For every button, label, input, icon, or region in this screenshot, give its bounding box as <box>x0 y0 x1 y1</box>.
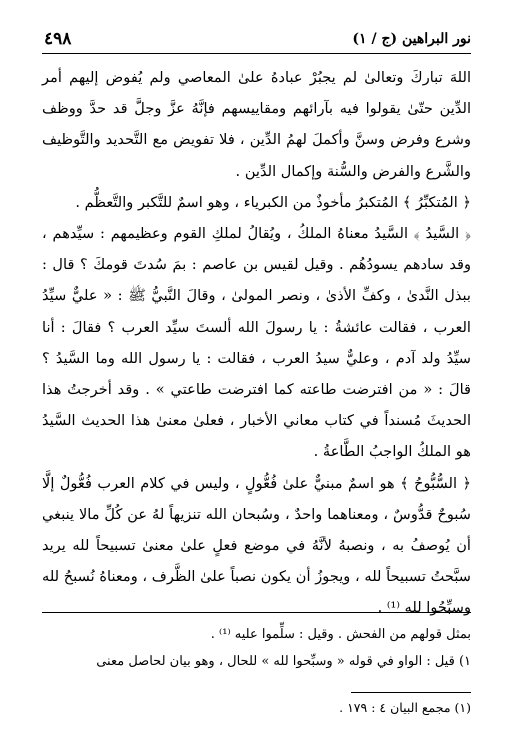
header-divider <box>42 53 471 54</box>
paragraph: ﴿ السَّيدُ ﴾ السَّيدُ معناهُ الملكُ ، ويُقالُ لملكِ القوم وعظيمهم : سيِّدهم ، وقد سادهم يسودُهُم . وقيل لقيس بن عاصم : بمَ سُدتَ قومكَ ؟ قال : ببذل النَّدىٰ ، وكفِّ الأذىٰ ، ونصر المولىٰ ، وقالَ النَّبيُّ ﷺ : « عليٌّ سيِّدُ العرب ، فقالت عائشةُ : يا رسولَ الله ألستَ سيِّد العرب ؟ فقالَ : أنا سيِّدُ ولد آدم ، وعليٌّ سيدُ العرب ، فقالت : يا رسول الله وما السَّيدُ ؟ قالَ : « من افترضت طاعته كما افترضت طاعتي » . وقد أخرجتُ هذا الحديثَ مُسنداً في كتاب معاني الأخبار ، فعلىٰ معنىٰ هذا الحديث السَّيدُ هو الملكُ الواجبُ الطَّاعةُ . <box>42 225 471 461</box>
paragraph: ﴿ السُّبُّوحُ ﴾ هو اسمٌ مبنيٌّ علىٰ فُعُّولٍ ، وليس في كلام العرب فُعُّولٌ إلَّا سُبوحٌ قدُّوسٌ ، ومعناهما واحدٌ ، وسُبحان الله تنزيهاً لهُ عن كُلِّ مالا ينبغي أن يُوصفُ به ، ونصبهُ لأنَّهُ في موضع فعلٍ علىٰ معنىٰ تسبيحاً لله يريد سبَّحتُ تسبيحاً لله ، ويجوزُ أن يكون نصباً علىٰ الظَّرف ، ومعناهُ نُسبحُ لله وسبِّحُوا لله ⁽¹⁾ . <box>42 474 471 617</box>
footnote-line: بمثل قولهم من الفحش . وقيل : سلِّموا عليه ⁽¹⁾ . <box>210 627 471 642</box>
paragraph: ﴿ المُتكبِّرُ ﴾ المُتكبرُ مأخوذٌ من الكبرياء ، وهو اسمٌ للتَّكبر والتَّعظُّم . <box>75 193 471 211</box>
main-text <box>42 62 471 624</box>
references <box>42 698 471 718</box>
running-title: نور البراهين (ج / ١) <box>352 31 471 47</box>
page-header <box>44 28 471 50</box>
page-number: ٤٩٨ <box>44 29 72 49</box>
footnote-line: ١) قيل : الواو في قوله « وسبِّحوا لله » للحال ، وهو بيان لحاصل معنى <box>96 654 471 669</box>
continued-footnotes <box>42 621 471 675</box>
references-divider <box>351 692 471 693</box>
reference-line: (١) مجمع البيان ٤ : ١٧٩ . <box>339 700 471 715</box>
paragraph: اللهَ تباركَ وتعالىٰ لم يجبُرْ عبادهُ علىٰ المعاصي ولم يُفوض إليهم أمر الدِّين حتّىٰ يقولوا فيه بآرائهم ومقاييسهم فإنَّهُ عزَّ وجلَّ قد حدَّ ووظف وشرع وفرض وسنَّ وأكملَ لهمُ الدِّين ، فلا تفويض مع التَّحديد والتَّوظيف والشَّرع والفرض والسُّنة وإكمال الدِّين . <box>42 69 471 180</box>
notes-divider <box>42 612 471 613</box>
